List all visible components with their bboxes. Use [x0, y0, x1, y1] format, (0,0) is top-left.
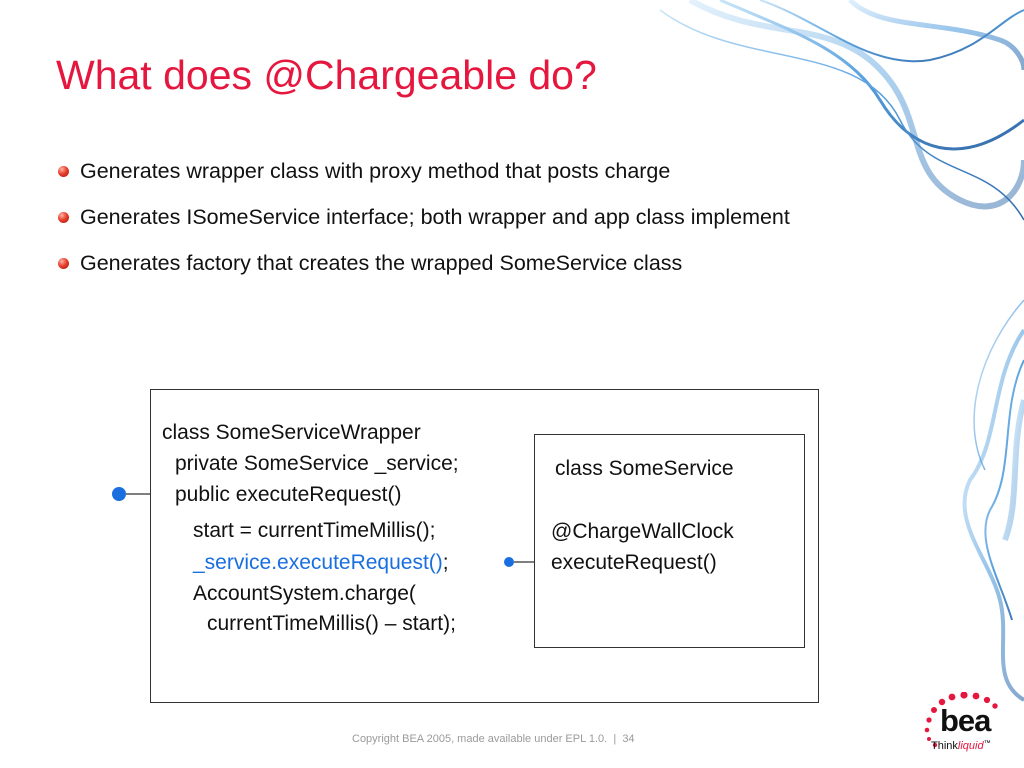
service-call-suffix: ; [442, 551, 449, 574]
bullet-icon [58, 258, 69, 269]
slide-title: What does @Chargeable do? [56, 52, 597, 98]
page-number: 34 [622, 733, 635, 745]
footer [352, 733, 635, 745]
bullet-list [56, 156, 790, 294]
bullet-item [56, 202, 790, 248]
wrapper-class-line: class SomeServiceWrapper [162, 421, 421, 444]
bullet-item [56, 248, 790, 294]
wrapper-interface-lollipop-icon [112, 487, 126, 501]
logo-tagline [931, 740, 991, 752]
service-annotation-line: @ChargeWallClock [551, 520, 734, 543]
service-method-line: executeRequest() [551, 551, 717, 574]
service-call-text: _service.executeRequest() [193, 551, 443, 574]
logo-wordmark: bea [940, 703, 991, 738]
wrapper-call-line [193, 548, 449, 578]
wrapper-start-line: start = currentTimeMillis(); [193, 519, 436, 542]
service-class-line: class SomeService [555, 457, 734, 480]
wrapper-field-line: private SomeService _service; [175, 452, 459, 475]
wrapper-method-line: public executeRequest() [175, 483, 402, 506]
bullet-item [56, 156, 790, 202]
tagline-tm: ™ [983, 740, 991, 747]
copyright-text: Copyright BEA 2005, made available under EPL 1.0. [352, 733, 608, 745]
tagline-think: Think [931, 740, 958, 752]
wrapper-charge-line: AccountSystem.charge( [193, 582, 416, 605]
wrapper-charge-args-line: currentTimeMillis() – start); [207, 612, 456, 635]
bullet-icon [58, 212, 69, 223]
bullet-text: Generates ISomeService interface; both wrapper and app class implement [80, 205, 790, 229]
bullet-text: Generates wrapper class with proxy method that posts charge [80, 159, 671, 183]
footer-separator: | [613, 733, 617, 745]
tagline-liquid: liquid [957, 740, 984, 752]
bullet-text: Generates factory that creates the wrapped SomeService class [80, 251, 683, 275]
bullet-icon [58, 166, 69, 177]
